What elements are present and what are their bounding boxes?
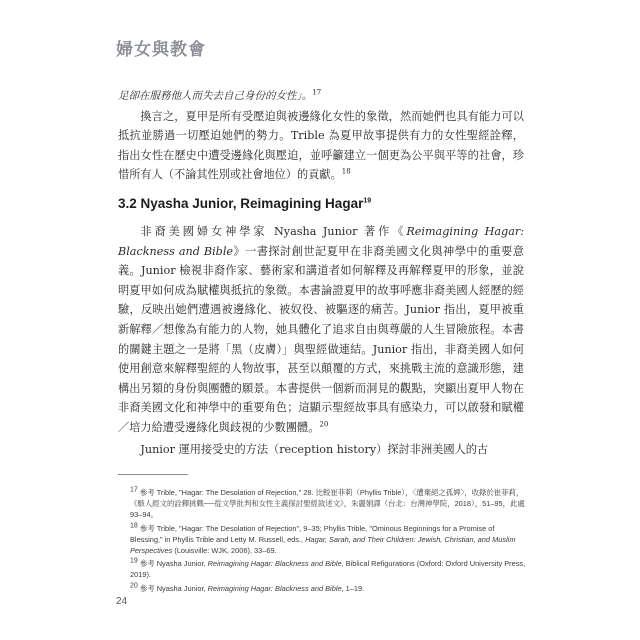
footnote-ref-17: 17 (312, 88, 322, 97)
opening-paragraph-text: 換言之，夏甲是所有受壓迫與被邊緣化女性的象徵，然而她們也具有能力可以抵抗並勝過一切壓迫她們的勢力。Trible 為夏甲故事提供有力的女性聖經詮釋，指出女性在歷史中遭受邊緣化與壓迫，並呼籲建立一個更為公平與平等的社會，珍惜所有人（不論其性別或社會地位）的貢獻。 (118, 109, 524, 182)
running-head: 婦女與教會 (116, 40, 206, 60)
quote-tail: 足卻在服務他人而失去自己身份的女性」。 (118, 90, 313, 102)
footnote-ref-18: 18 (341, 167, 351, 176)
footnote-number: 20 (130, 582, 138, 590)
footnote-number: 17 (130, 486, 138, 494)
section-body (118, 222, 524, 459)
section-heading-text: 3.2 Nyasha Junior, Reimagining Hagar (118, 196, 364, 211)
footnote-text: 參考 Trible, "Hagar: The Desolation of Rejection," 28. 比較崔菲莉（Phyllis Trible），〈遭棄絕之孤婢〉，收錄於崔菲莉，《駭人經文的詮釋挑戰──從文學批判和女性主義探討聖經敘述文》，朱麗娟譯（台北：台灣神學院，2018），51–95，此處 93–94。 (130, 488, 525, 520)
footnote-ref-20: 20 (319, 420, 329, 429)
footnote-number: 19 (130, 557, 138, 565)
footnote-divider (118, 474, 188, 475)
footnote-text-tail: (Louisville: WJK, 2006), 33–69. (172, 546, 277, 556)
footnote-text: 參考 Nyasha Junior, (139, 583, 208, 593)
p1-book-title: Reimagining Hagar: Blackness and Bible (118, 225, 524, 258)
footnote-20 (120, 583, 528, 594)
footnote-italic-title: Hagar, Sarah, and Their Children: Jewish, Christian, and Muslim Perspectives (130, 534, 516, 556)
p1-intro: 非裔美國婦女神學家 Nyasha Junior 著作《 (140, 225, 407, 238)
section-paragraph-2: Junior 運用接受史的方法（reception history）探討非洲美國人的古 (140, 442, 489, 456)
footnote-italic-title: Reimagining Hagar: Blackness and Bible (207, 583, 342, 593)
opening-text (118, 86, 524, 185)
footnote-text-tail: , 1–19. (341, 583, 365, 593)
footnote-italic-title: Reimagining Hagar: Blackness and Bible (207, 559, 342, 569)
p1-rest: 》一書探討創世記夏甲在非裔美國文化與神學中的重要意義。Junior 檢視非裔作家、藝術家和講道者如何解釋及再解釋夏甲的形象，並說明夏甲如何成為賦權與抵抗的象徵。本書論證夏甲的故事呼應非裔美國人經歷的經驗，反映出她們遭遇被邊緣化、被奴役、被驅逐的痛苦。Junior 指出，夏甲被重新解釋／想像為有能力的人物，她具體化了追求自由與尊嚴的人生冒險旅程。本書的關鍵主題之一是將「黑（皮膚）」與聖經做連結。Junior 指出，非裔美國人如何使用創意來解釋聖經的人物故事，甚至以顛覆的方式，來挑戰主流的意識形態，建構出另類的身份與團體的願景。本書提供一個新而洞見的觀點，突顯出夏甲人物在非裔美國文化和神學中的重要角色；這顯示聖經故事具有感染力，可以啟發和賦權／培力給遭受邊緣化與歧視的少數團體。 (118, 244, 524, 434)
quote-tail-line (118, 86, 524, 107)
footnote-text: 參考 Trible, "Hagar: The Desolation of Rejection", 9–35; Phyllis Trible, "Ominous Beginnings for a Promise of Blessing," in Phyllis Trible and Letty M. Russell, eds., (130, 523, 495, 544)
footnote-19 (120, 558, 528, 580)
page-number: 24 (116, 596, 128, 607)
opening-paragraph (118, 107, 524, 185)
footnote-17 (120, 487, 528, 521)
section-heading (118, 196, 371, 211)
footnote-18 (120, 523, 528, 557)
footnote-ref-19: 19 (363, 197, 372, 205)
footnotes (120, 487, 528, 596)
footnote-text-tail: , Biblical Refigurations (Oxford: Oxford University Press, 2019). (130, 559, 526, 580)
section-paragraph-1 (118, 222, 524, 438)
footnote-text: 參考 Nyasha Junior, (139, 559, 208, 569)
footnote-number: 18 (130, 522, 138, 530)
